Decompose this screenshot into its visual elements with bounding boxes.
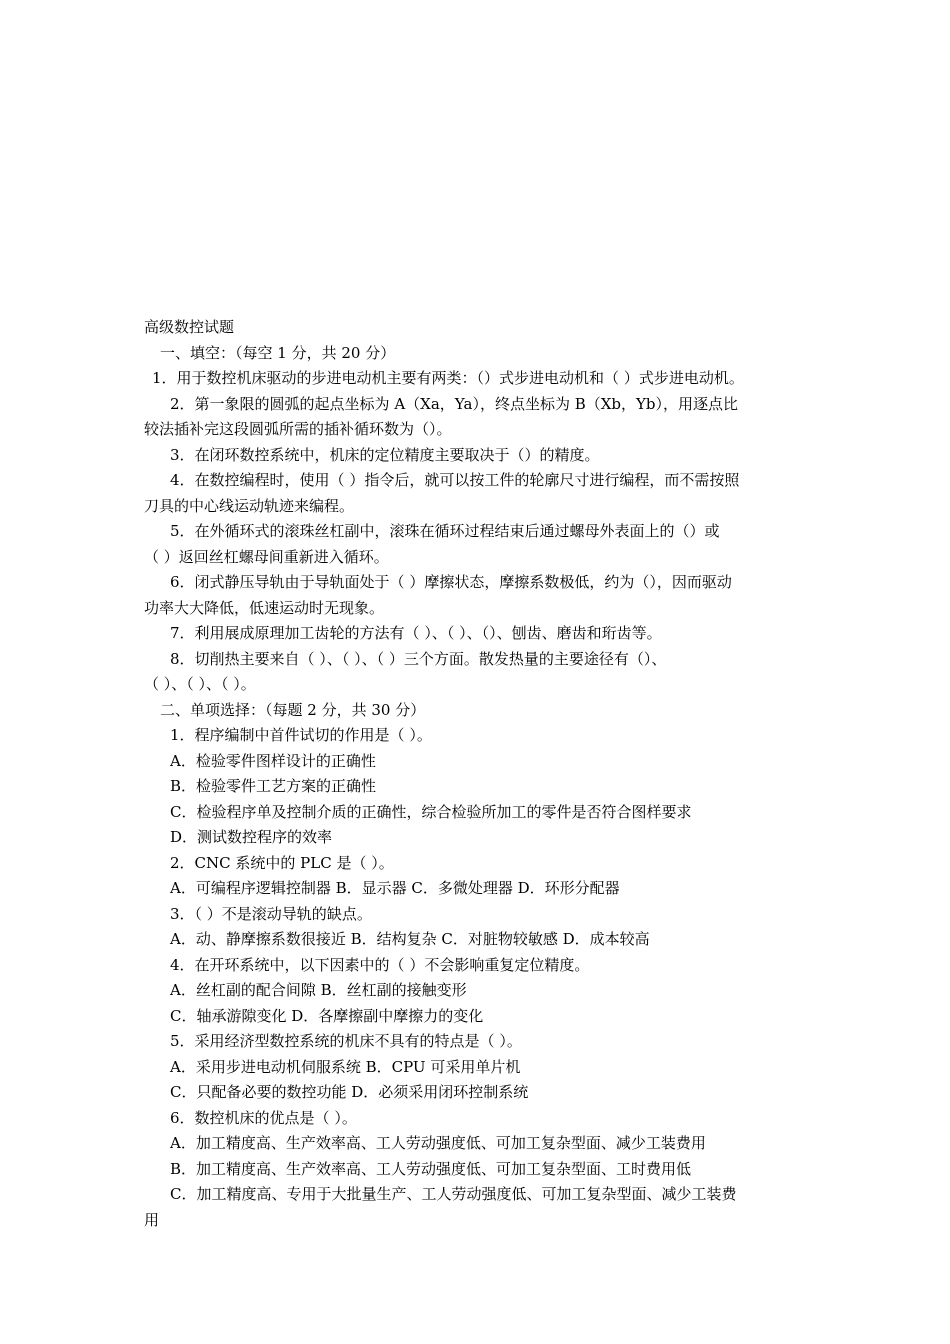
text-line: 功率大大降低，低速运动时无现象。 (144, 598, 385, 617)
text-line: 较法插补完这段圆弧所需的插补循环数为（）。 (144, 420, 452, 438)
text-line: A．加工精度高、生产效率高、工人劳动强度低、可加工复杂型面、减少工装费用 (170, 1134, 706, 1152)
text-line: 6．数控机床的优点是（ ）。 (170, 1108, 357, 1127)
text-line: 3．（ ）不是滚动导轨的缺点。 (170, 904, 372, 923)
text-line: A．丝杠副的配合间隙 B．丝杠副的接触变形 (170, 981, 467, 999)
text-line: 5．采用经济型数控系统的机床不具有的特点是（ ）。 (170, 1032, 522, 1050)
text-line: A．采用步进电动机伺服系统 B．CPU 可采用单片机 (170, 1057, 521, 1076)
text-line: 6．闭式静压导轨由于导轨面处于（ ）摩擦状态，摩擦系数极低，约为（），因而驱动 (170, 573, 732, 591)
text-line: C．只配备必要的数控功能 D．必须采用闭环控制系统 (170, 1083, 529, 1101)
text-line: 4．在数控编程时，使用（ ）指令后，就可以按工件的轮廓尺寸进行编程，而不需按照 (170, 471, 740, 489)
text-line: B．检验零件工艺方案的正确性 (170, 777, 377, 795)
text-line: 8．切削热主要来自（ ）、（ ）、（ ）三个方面。散发热量的主要途径有（）、 (170, 649, 667, 668)
text-line: C．检验程序单及控制介质的正确性，综合检验所加工的零件是否符合图样要求 (170, 802, 692, 821)
text-line: C．轴承游隙变化 D．各摩擦副中摩擦力的变化 (170, 1006, 484, 1025)
text-line: 用 (144, 1210, 160, 1229)
text-line: A．动、静摩擦系数很接近 B．结构复杂 C．对脏物较敏感 D．成本较高 (170, 930, 650, 948)
text-line: A．检验零件图样设计的正确性 (170, 751, 376, 770)
text-line: 2．第一象限的圆弧的起点坐标为 A（Xa，Ya），终点坐标为 B（Xb，Yb），用逐点比 (170, 394, 739, 413)
text-line: C．加工精度高、专用于大批量生产、工人劳动强度低、可加工复杂型面、减少工装费 (170, 1185, 737, 1203)
text-line: 3．在闭环数控系统中，机床的定位精度主要取决于（）的精度。 (170, 445, 600, 464)
text-line: 一、填空：（每空 1 分，共 20 分） (160, 343, 396, 362)
text-line: 二、单项选择：（每题 2 分，共 30 分） (160, 700, 426, 719)
document-title: 高级数控试题 (144, 318, 235, 336)
text-line: A．可编程序逻辑控制器 B．显示器 C．多微处理器 D．环形分配器 (170, 879, 620, 897)
document-body (144, 315, 824, 1233)
text-line: 1．用于数控机床驱动的步进电动机主要有两类：（）式步进电动机和（ ）式步进电动机。 (152, 369, 744, 387)
text-line: D．测试数控程序的效率 (170, 828, 333, 846)
text-line: 2．CNC 系统中的 PLC 是（ ）。 (170, 853, 394, 872)
text-line: 7．利用展成原理加工齿轮的方法有（ ）、（ ）、（）、刨齿、磨齿和珩齿等。 (170, 624, 662, 642)
text-line: （ ）返回丝杠螺母间重新进入循环。 (144, 547, 389, 566)
text-line: （ ）、（ ）、（ ）。 (144, 675, 256, 693)
text-line: 1．程序编制中首件试切的作用是（ ）。 (170, 726, 432, 744)
text-line: B．加工精度高、生产效率高、工人劳动强度低、可加工复杂型面、工时费用低 (170, 1159, 692, 1178)
text-line: 刀具的中心线运动轨迹来编程。 (144, 496, 355, 515)
text-line: 4．在开环系统中，以下因素中的（ ）不会影响重复定位精度。 (170, 955, 590, 974)
text-line: 5．在外循环式的滚珠丝杠副中，滚珠在循环过程结束后通过螺母外表面上的（）或 (170, 522, 720, 540)
document-lines (144, 341, 824, 1234)
